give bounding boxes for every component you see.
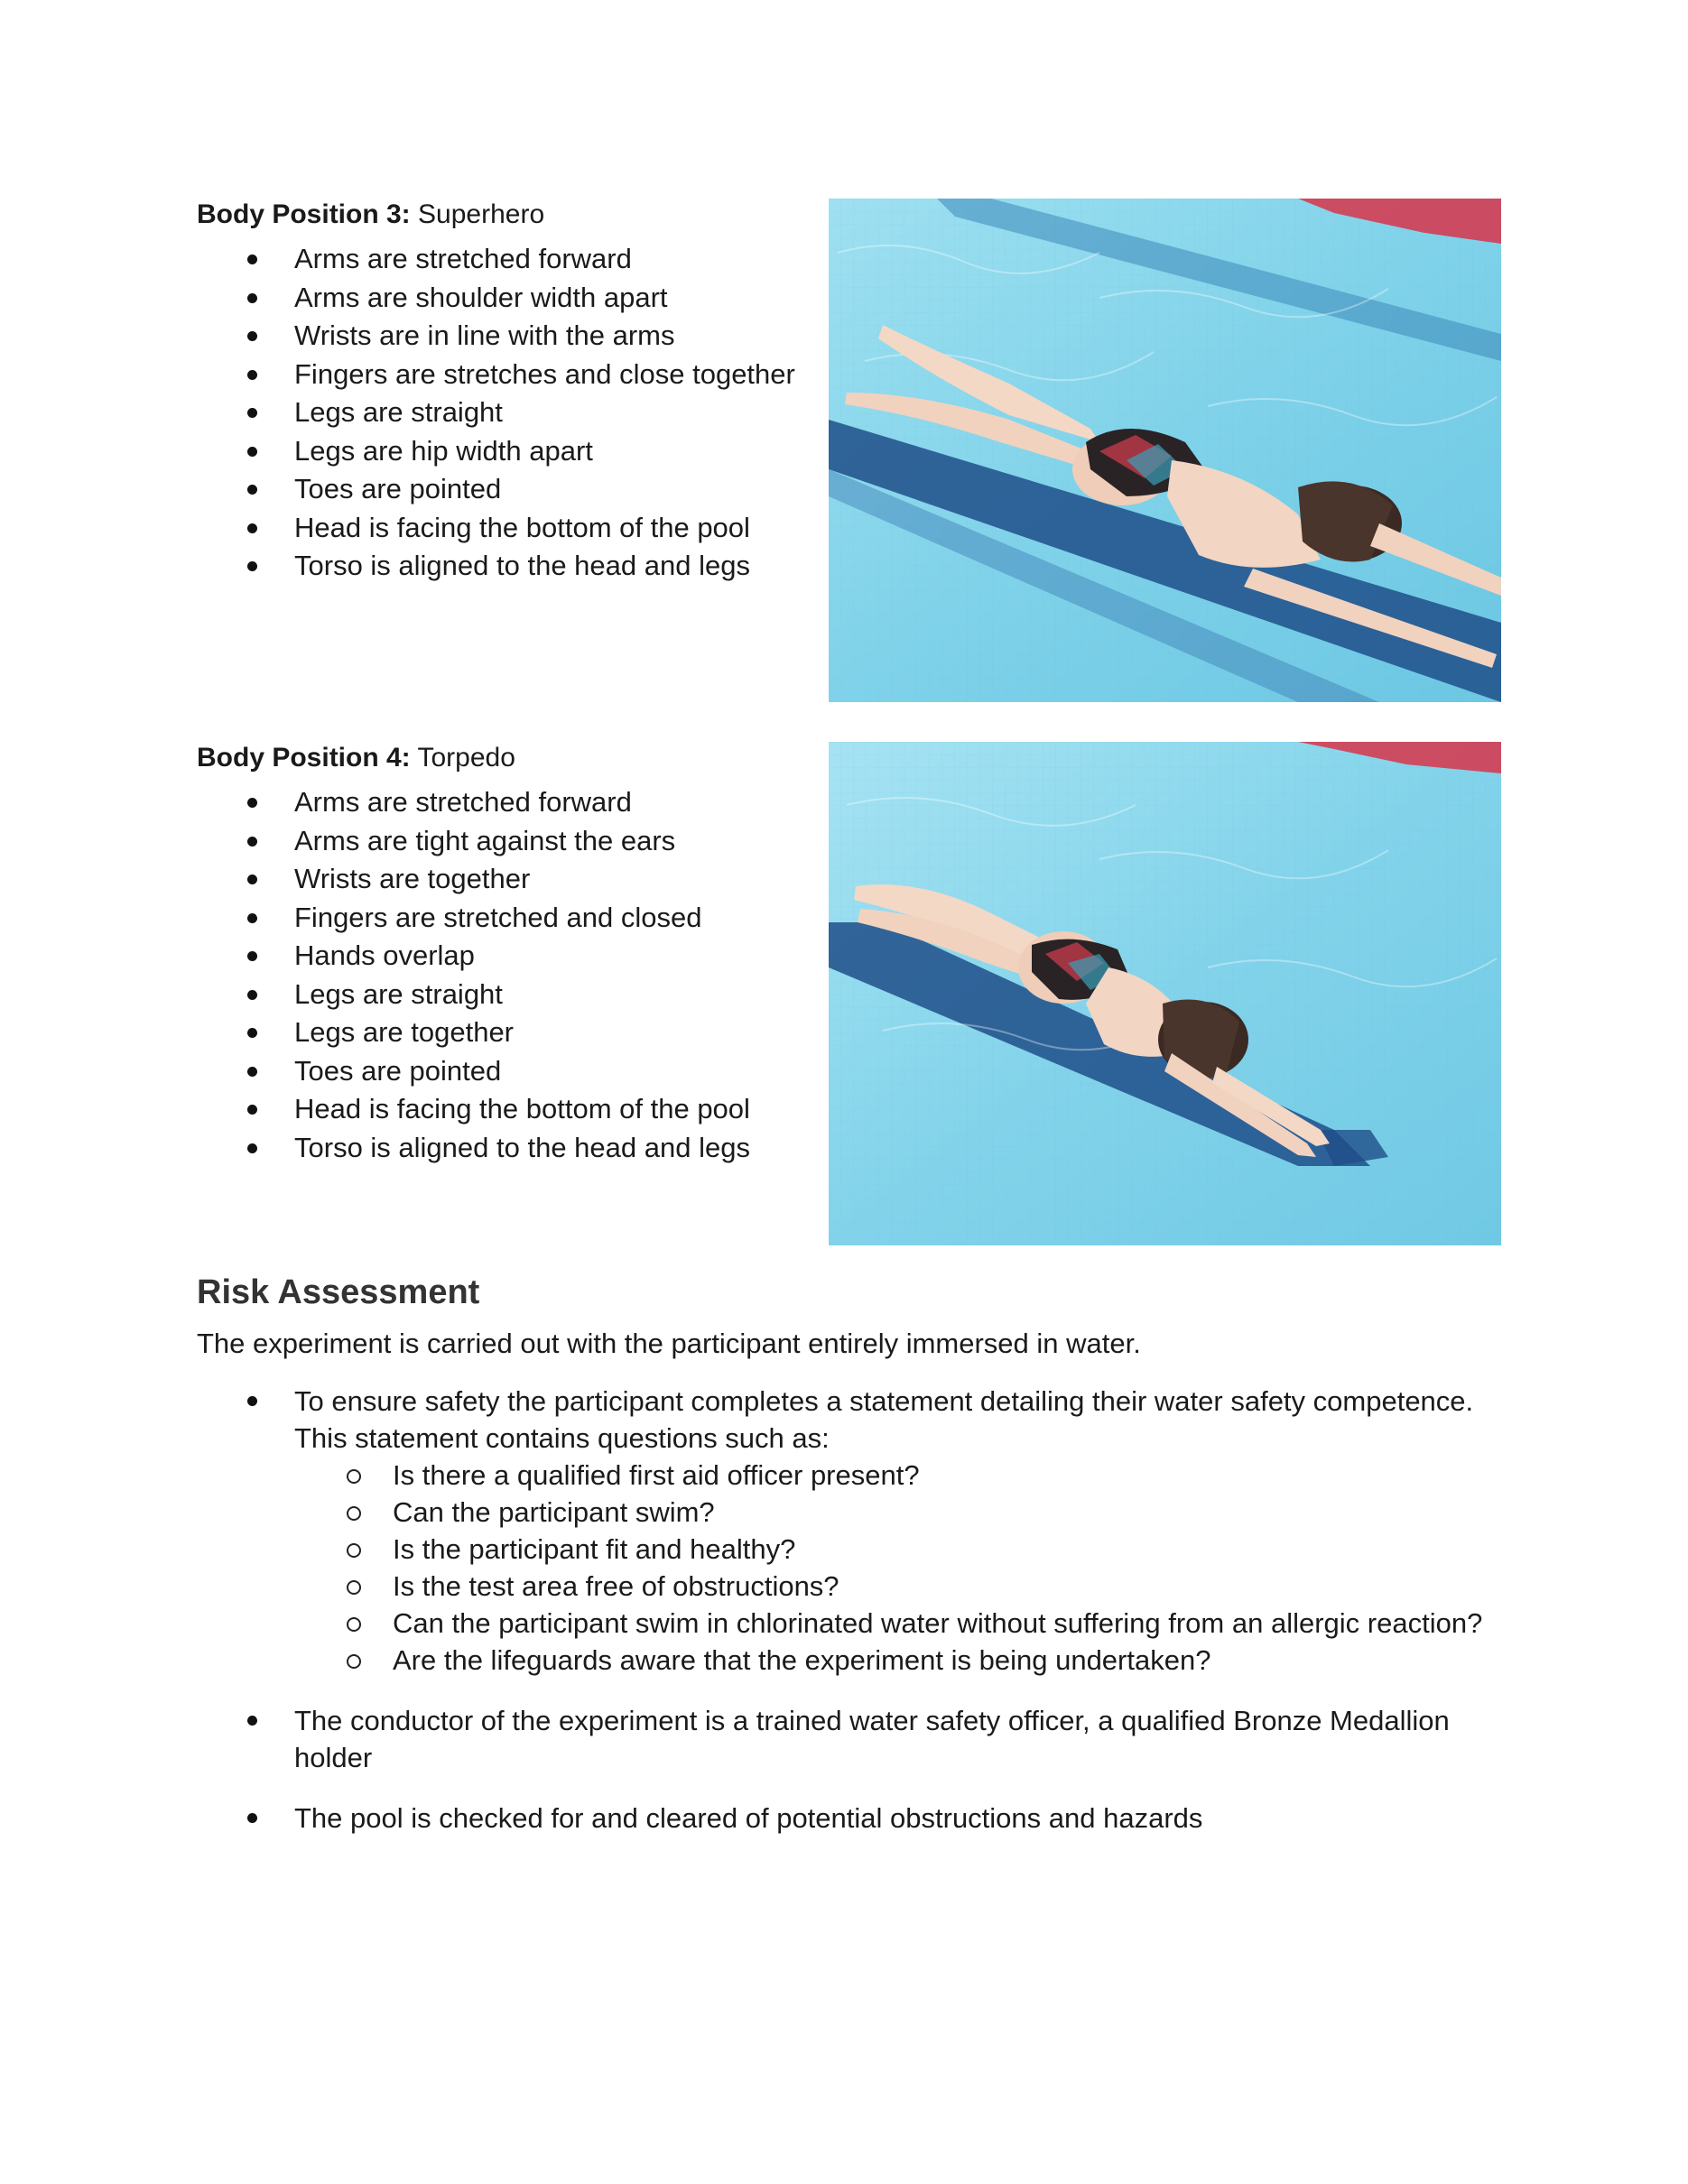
question-item: Can the participant swim?: [294, 1494, 1506, 1531]
risk-item-pool-check: The pool is checked for and cleared of potential obstructions and hazards: [197, 1800, 1506, 1837]
body-position-4-label: Body Position 4:: [197, 743, 411, 773]
list-item: Legs are straight: [197, 393, 811, 432]
list-item: Torso is aligned to the head and legs: [197, 1129, 811, 1168]
body-position-3-heading: [197, 197, 811, 233]
risk-intro-text: The experiment is carried out with the participant entirely immersed in water.: [197, 1328, 1141, 1359]
body-position-3-label: Body Position 3:: [197, 199, 411, 229]
body-position-3-list: [197, 240, 811, 586]
safety-questions-list: [294, 1457, 1506, 1679]
body-position-4-heading: [197, 740, 811, 776]
body-position-3-name: Superhero: [418, 199, 545, 229]
body-position-4-list: [197, 783, 811, 1167]
list-item: Arms are stretched forward: [197, 783, 811, 822]
body-position-3-section: [197, 197, 811, 586]
question-item: Is there a qualified first aid officer present?: [294, 1457, 1506, 1494]
superhero-swimmer-photo: [829, 199, 1501, 702]
body-position-4-name: Torpedo: [417, 743, 515, 773]
list-item: Arms are tight against the ears: [197, 822, 811, 861]
list-item: Toes are pointed: [197, 470, 811, 509]
list-item: Wrists are in line with the arms: [197, 317, 811, 356]
question-item: Can the participant swim in chlorinated water without suffering from an allergic reaction?: [294, 1605, 1506, 1642]
risk-list: [197, 1383, 1506, 1837]
list-item: Hands overlap: [197, 937, 811, 976]
list-item: Torso is aligned to the head and legs: [197, 547, 811, 586]
list-item: Head is facing the bottom of the pool: [197, 509, 811, 548]
question-item: Is the test area free of obstructions?: [294, 1568, 1506, 1605]
list-item: Arms are stretched forward: [197, 240, 811, 279]
list-item: Fingers are stretches and close together: [197, 356, 811, 394]
risk-item-text: To ensure safety the participant completes a statement detailing their water safety competence. This statement contains questions such as:: [294, 1385, 1474, 1454]
risk-item-safety-statement: [197, 1383, 1506, 1679]
question-item: Are the lifeguards aware that the experiment is being undertaken?: [294, 1642, 1506, 1679]
body-position-4-section: [197, 740, 811, 1167]
list-item: Head is facing the bottom of the pool: [197, 1090, 811, 1129]
risk-assessment-heading: Risk Assessment: [197, 1273, 480, 1311]
torpedo-swimmer-photo: [829, 742, 1501, 1245]
list-item: Wrists are together: [197, 860, 811, 899]
list-item: Arms are shoulder width apart: [197, 279, 811, 318]
list-item: Toes are pointed: [197, 1052, 811, 1091]
risk-item-conductor: The conductor of the experiment is a trained water safety officer, a qualified Bronze Medallion holder: [197, 1702, 1506, 1776]
list-item: Legs are together: [197, 1013, 811, 1052]
list-item: Legs are straight: [197, 976, 811, 1014]
list-item: Legs are hip width apart: [197, 432, 811, 471]
question-item: Is the participant fit and healthy?: [294, 1531, 1506, 1568]
list-item: Fingers are stretched and closed: [197, 899, 811, 938]
swimmer-superhero-image: [829, 199, 1501, 702]
swimmer-torpedo-image: [829, 742, 1501, 1245]
risk-assessment-section: [197, 1271, 1506, 1860]
